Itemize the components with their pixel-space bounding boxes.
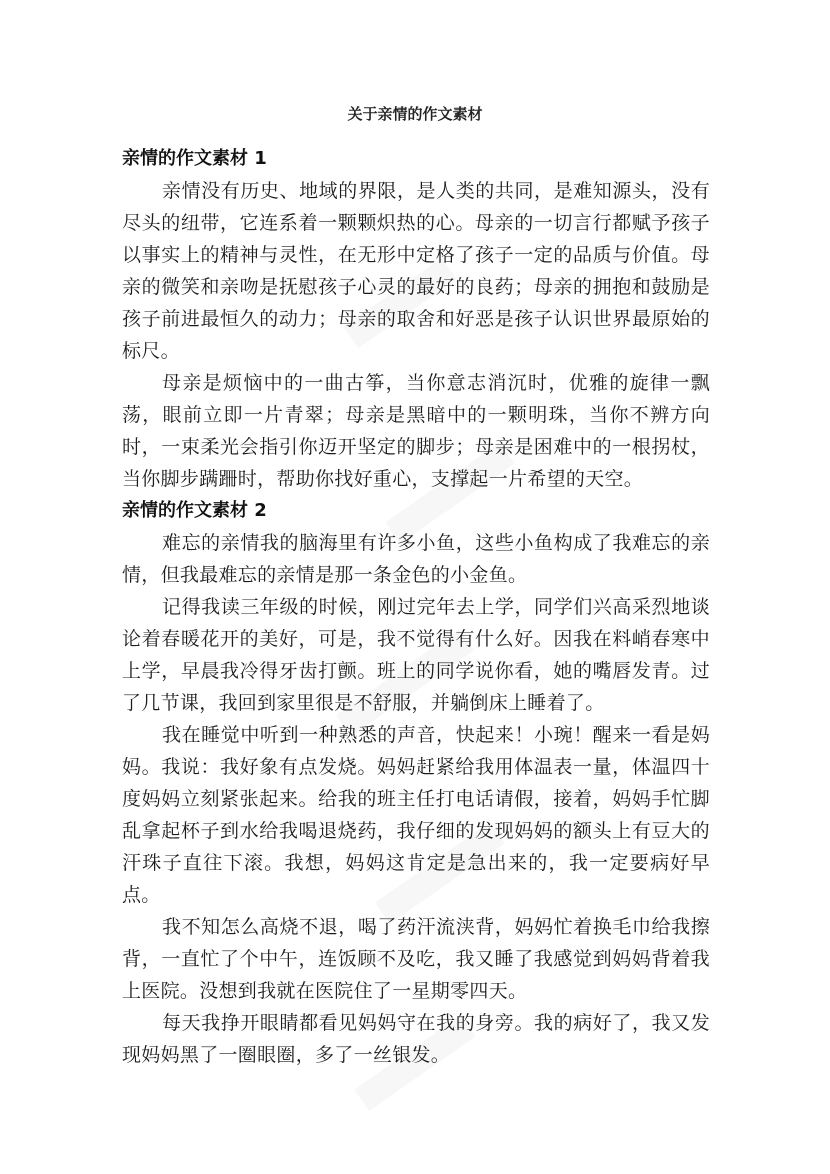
section-heading: 亲情的作文素材 1 — [122, 148, 267, 169]
paragraph: 难忘的亲情我的脑海里有许多小鱼，这些小鱼构成了我难忘的亲情，但我最难忘的亲情是那一条金色的小金鱼。 — [122, 532, 710, 586]
paragraph: 每天我挣开眼睛都看见妈妈守在我的身旁。我的病好了，我又发现妈妈黑了一圈眼圈，多了一丝银发。 — [122, 1012, 710, 1066]
paragraph: 我在睡觉中听到一种熟悉的声音，快起来！小琬！醒来一看是妈妈。我说：我好象有点发烧。妈妈赶紧给我用体温表一量，体温四十度妈妈立刻紧张起来。给我的班主任打电话请假，接着，妈妈手忙脚乱拿起杯子到水给我喝退烧药，我仔细的发现妈妈的额头上有豆大的汗珠子直往下滚。我想，妈妈这肯定是急出来的，我一定要病好早点。 — [122, 724, 710, 906]
paragraph: 我不知怎么高烧不退，喝了药汗流浃背，妈妈忙着换毛巾给我擦背，一直忙了个中午，连饭顾不及吃，我又睡了我感觉到妈妈背着我上医院。没想到我就在医院住了一星期零四天。 — [122, 916, 710, 1002]
paragraph: 母亲是烦恼中的一曲古筝，当你意志消沉时，优雅的旋律一飘荡，眼前立即一片青翠；母亲是黑暗中的一颗明珠，当你不辨方向时，一束柔光会指引你迈开坚定的脚步；母亲是困难中的一根拐杖，当你脚步蹒跚时，帮助你找好重心，支撑起一片希望的天空。 — [122, 372, 710, 490]
section-heading: 亲情的作文素材 2 — [122, 500, 267, 521]
paragraph: 亲情没有历史、地域的界限，是人类的共同，是难知源头，没有尽头的纽带，它连系着一颗颗炽热的心。母亲的一切言行都赋予孩子以事实上的精神与灵性，在无形中定格了孩子一定的品质与价值。母亲的微笑和亲吻是抚慰孩子心灵的最好的良药；母亲的拥抱和鼓励是孩子前进最恒久的动力；母亲的取舍和好恶是孩子认识世界最原始的标尺。 — [122, 180, 710, 362]
paragraph: 记得我读三年级的时候，刚过完年去上学，同学们兴高采烈地谈论着春暖花开的美好，可是，我不觉得有什么好。因我在料峭春寒中上学，早晨我冷得牙齿打颤。班上的同学说你看，她的嘴唇发青。过了几节课，我回到家里很是不舒服，并躺倒床上睡着了。 — [122, 596, 710, 714]
section-2 — [122, 496, 710, 1071]
section-1 — [122, 144, 710, 495]
document-title: 关于亲情的作文素材 — [347, 105, 483, 123]
document-body — [122, 144, 710, 1071]
